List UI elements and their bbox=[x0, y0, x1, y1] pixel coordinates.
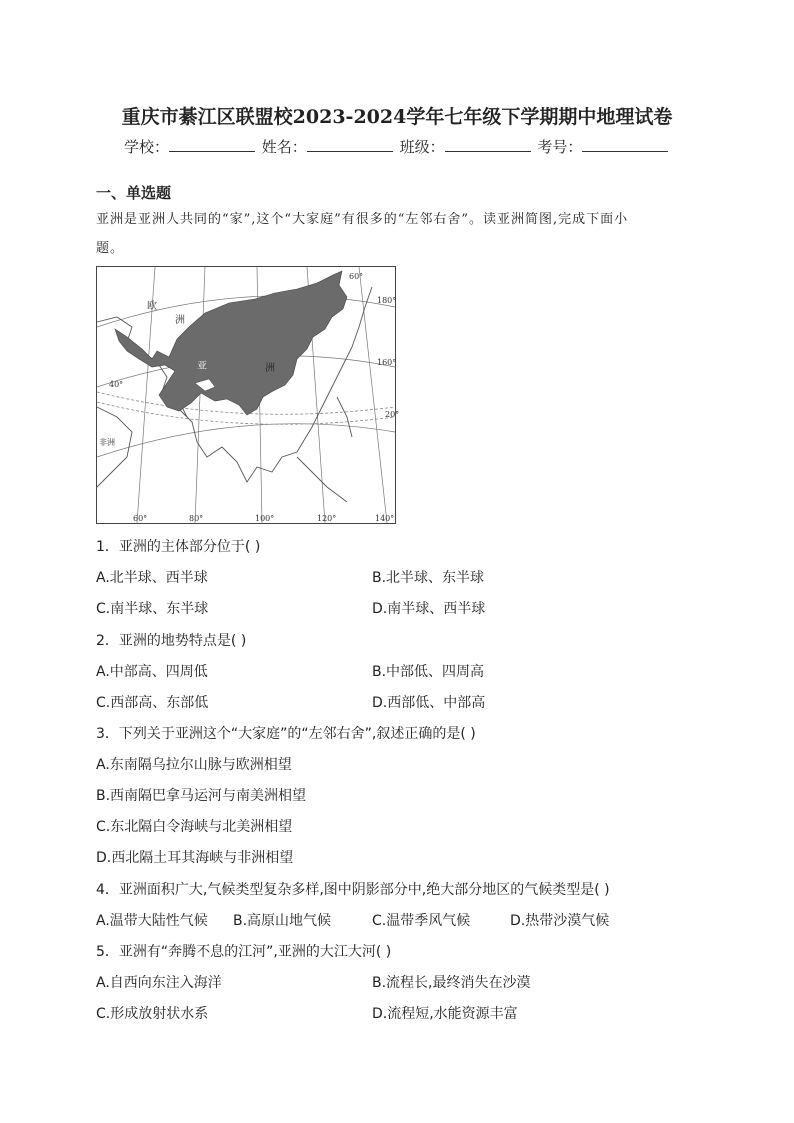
question-3-option-b[interactable]: B.西南隔巴拿马运河与南美洲相望 bbox=[96, 788, 307, 804]
question-2-option-b[interactable]: B.中部低、四周高 bbox=[372, 664, 485, 680]
class-blank[interactable] bbox=[445, 137, 531, 152]
question-1-option-c[interactable]: C.南半球、东半球 bbox=[96, 601, 209, 617]
map-label-asia-1: 亚 bbox=[197, 361, 207, 372]
question-5-option-b[interactable]: B.流程长,最终消失在沙漠 bbox=[372, 975, 531, 991]
degree-label-60-bottom: 60° bbox=[133, 514, 148, 523]
page-title: 重庆市綦江区联盟校2023-2024学年七年级下学期期中地理试卷 bbox=[121, 106, 673, 128]
question-3-option-a[interactable]: A.东南隔乌拉尔山脉与欧洲相望 bbox=[96, 757, 292, 773]
question-1-option-d[interactable]: D.南半球、西半球 bbox=[372, 601, 486, 617]
question-5-option-a[interactable]: A.自西向东注入海洋 bbox=[96, 975, 222, 991]
question-2-stem: 2．亚洲的地势特点是( ) bbox=[96, 633, 247, 649]
question-4-option-b[interactable]: B.高原山地气候 bbox=[233, 913, 332, 929]
question-5-stem: 5．亚洲有“奔腾不息的江河”,亚洲的大江大河( ) bbox=[96, 944, 392, 960]
question-2-option-d[interactable]: D.西部低、中部高 bbox=[372, 695, 486, 711]
asia-map-graphic bbox=[97, 267, 400, 523]
question-3-option-c[interactable]: C.东北隔白令海峡与北美洲相望 bbox=[96, 819, 293, 835]
question-3-option-d[interactable]: D.西北隔土耳其海峡与非洲相望 bbox=[96, 850, 294, 866]
section-heading: 一、单选题 bbox=[96, 184, 172, 202]
map-label-africa: 非洲 bbox=[99, 438, 115, 447]
intro-line-2: 题。 bbox=[96, 241, 125, 256]
class-label: 班级： bbox=[399, 138, 445, 156]
map-label-europe-1: 欧 bbox=[147, 301, 157, 312]
asia-map bbox=[96, 266, 400, 524]
question-4-option-c[interactable]: C.温带季风气候 bbox=[372, 913, 471, 929]
degree-label-100: 100° bbox=[255, 514, 275, 523]
degree-label-160: 160° bbox=[377, 358, 397, 367]
question-1-option-b[interactable]: B.北半球、东半球 bbox=[372, 570, 485, 586]
question-2-option-c[interactable]: C.西部高、东部低 bbox=[96, 695, 209, 711]
question-1-stem: 1．亚洲的主体部分位于( ) bbox=[96, 539, 261, 555]
name-label: 姓名： bbox=[261, 138, 307, 156]
degree-label-140: 140° bbox=[375, 514, 395, 523]
degree-label-40: 40° bbox=[109, 380, 124, 389]
question-2-option-a[interactable]: A.中部高、四周低 bbox=[96, 664, 208, 680]
degree-label-60-top: 60° bbox=[349, 272, 364, 281]
question-4-option-d[interactable]: D.热带沙漠气候 bbox=[510, 913, 610, 929]
student-info-line bbox=[124, 136, 670, 157]
question-5-option-c[interactable]: C.形成放射状水系 bbox=[96, 1006, 209, 1022]
question-4-stem: 4．亚洲面积广大,气候类型复杂多样,图中阴影部分中,绝大部分地区的气候类型是( ) bbox=[96, 882, 610, 898]
school-blank[interactable] bbox=[169, 137, 255, 152]
question-4-option-a[interactable]: A.温带大陆性气候 bbox=[96, 913, 208, 929]
question-1-option-a[interactable]: A.北半球、西半球 bbox=[96, 570, 208, 586]
question-3-stem: 3．下列关于亚洲这个“大家庭”的“左邻右舍”,叙述正确的是( ) bbox=[96, 726, 476, 742]
degree-label-80: 80° bbox=[189, 514, 204, 523]
degree-label-20: 20° bbox=[385, 410, 400, 419]
map-label-asia-2: 洲 bbox=[265, 363, 275, 374]
exam-number-label: 考号： bbox=[537, 138, 583, 156]
degree-label-120: 120° bbox=[317, 514, 337, 523]
intro-line-1: 亚洲是亚洲人共同的“家”,这个“大家庭”有很多的“左邻右舍”。读亚洲简图,完成下面小 bbox=[96, 212, 629, 227]
exam-number-blank[interactable] bbox=[582, 137, 668, 152]
question-5-option-d[interactable]: D.流程短,水能资源丰富 bbox=[372, 1006, 518, 1022]
school-label: 学校： bbox=[124, 138, 170, 156]
map-label-europe-2: 洲 bbox=[175, 315, 185, 326]
degree-label-180: 180° bbox=[377, 296, 397, 305]
name-blank[interactable] bbox=[307, 137, 393, 152]
intro-paragraph bbox=[96, 205, 700, 263]
